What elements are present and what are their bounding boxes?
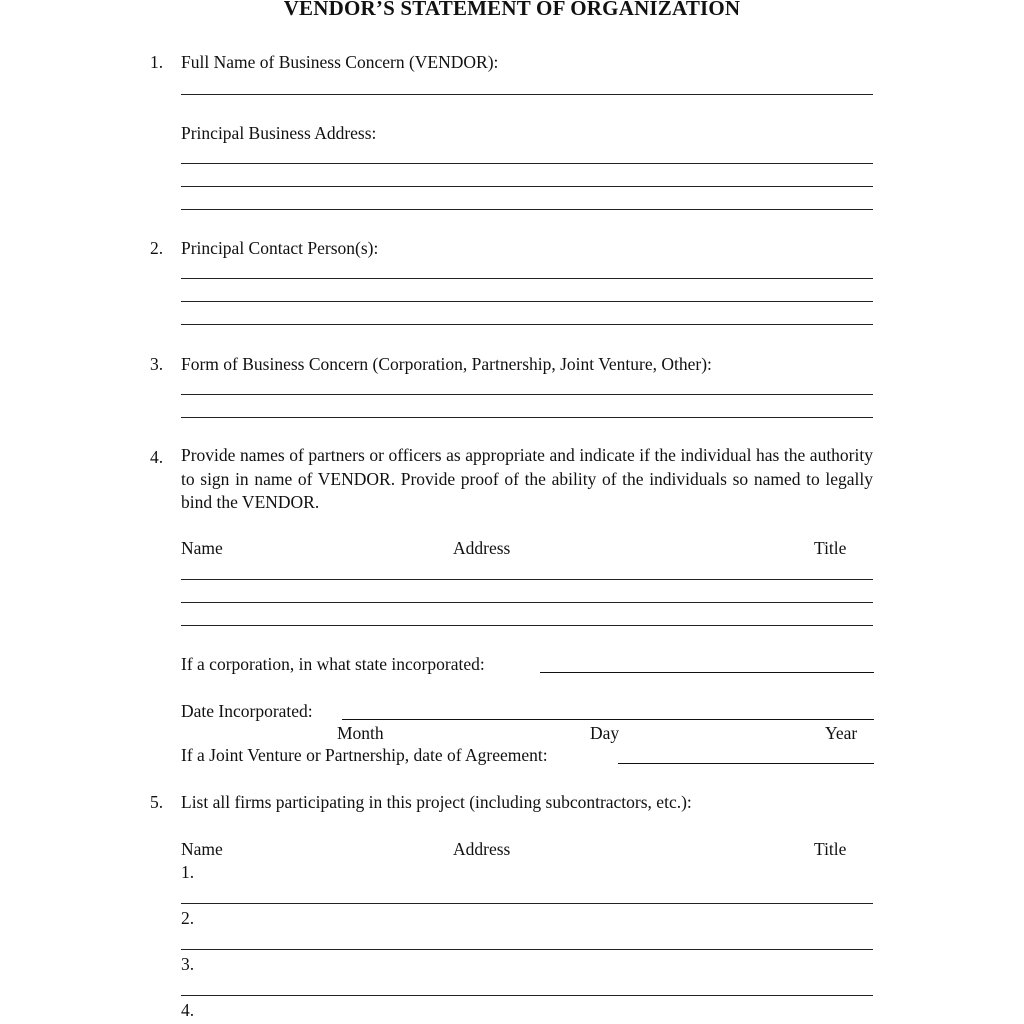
firms-col-name: Name [181,839,223,859]
firm-row-number: 4. [181,1000,195,1020]
item-number-1: 1. [150,52,164,72]
firms-col-title: Title [814,839,847,859]
firm-row-number: 3. [181,954,195,974]
item-number-4: 4. [150,447,164,467]
jv-agreement-date-field[interactable] [618,763,874,764]
business-address-line-3[interactable] [181,209,873,210]
business-name-line[interactable] [181,94,873,95]
date-day-label: Day [590,723,620,743]
business-name-label: Full Name of Business Concern (VENDOR): [181,52,499,72]
firm-line-3[interactable] [181,995,873,996]
firm-row-number: 1. [181,862,195,882]
item-number-2: 2. [150,238,164,258]
firm-line-2[interactable] [181,949,873,950]
officer-line-3[interactable] [181,625,873,626]
jv-agreement-label: If a Joint Venture or Partnership, date of Agreement: [181,745,548,765]
date-year-label: Year [825,723,858,743]
contact-person-line-1[interactable] [181,278,873,279]
firms-label: List all firms participating in this project (including subcontractors, etc.): [181,792,692,812]
firm-row-number: 2. [181,908,195,928]
date-incorporated-label: Date Incorporated: [181,701,313,721]
firm-line-1[interactable] [181,903,873,904]
state-incorporated-field[interactable] [540,672,874,673]
officers-col-title: Title [814,538,847,558]
officers-col-address: Address [453,538,511,558]
officer-line-2[interactable] [181,602,873,603]
contact-person-line-2[interactable] [181,301,873,302]
business-form-line-1[interactable] [181,394,873,395]
item-number-3: 3. [150,354,164,374]
business-form-label: Form of Business Concern (Corporation, Partnership, Joint Venture, Other): [181,354,712,374]
firms-col-address: Address [453,839,511,859]
contact-person-line-3[interactable] [181,324,873,325]
contact-persons-label: Principal Contact Person(s): [181,238,379,258]
officer-line-1[interactable] [181,579,873,580]
business-address-label: Principal Business Address: [181,123,377,143]
date-incorporated-field[interactable] [342,719,874,720]
form-title: VENDOR’S STATEMENT OF ORGANIZATION [283,0,741,20]
business-address-line-1[interactable] [181,163,873,164]
officers-col-name: Name [181,538,223,558]
item-number-5: 5. [150,792,164,812]
business-form-line-2[interactable] [181,417,873,418]
business-address-line-2[interactable] [181,186,873,187]
date-month-label: Month [337,723,384,743]
state-incorporated-label: If a corporation, in what state incorporated: [181,654,485,674]
officers-instructions: Provide names of partners or officers as appropriate and indicate if the individual has the authority to sign in name of VENDOR. Provide proof of the ability of the individuals so named to legally bind the VENDOR. [181,445,873,512]
